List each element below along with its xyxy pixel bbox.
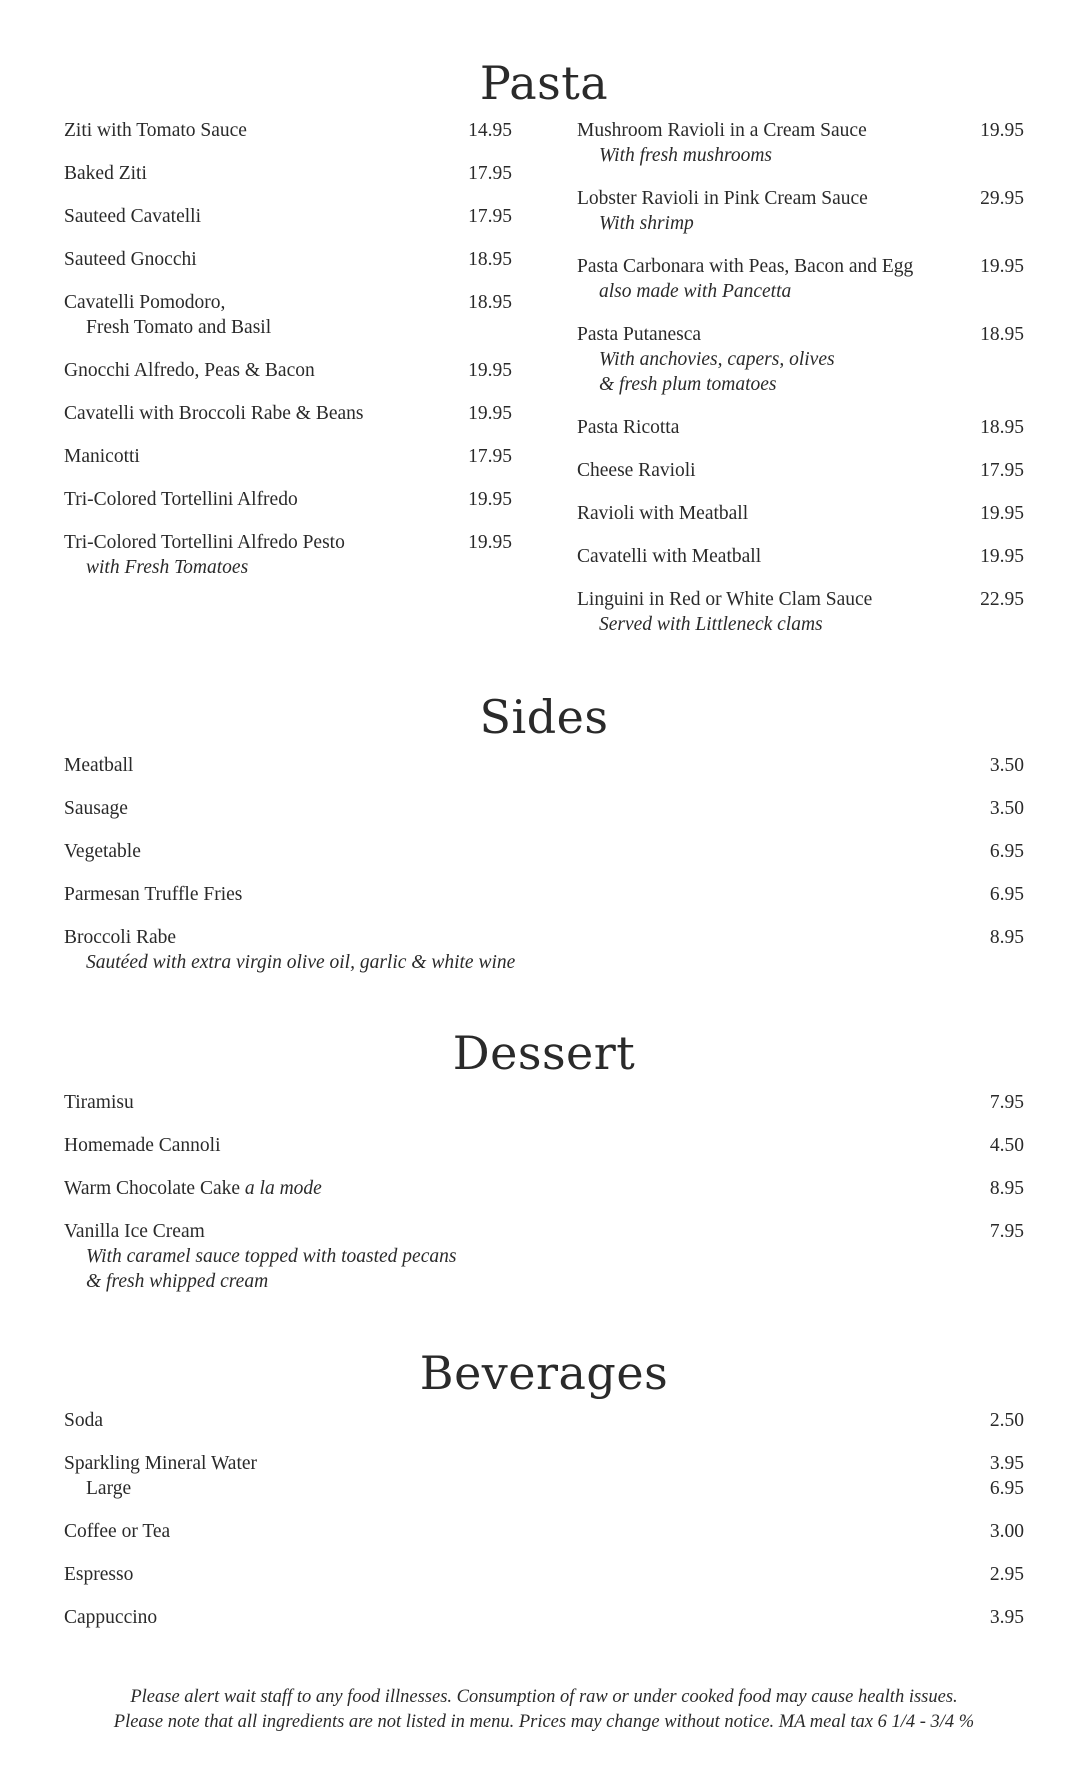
menu-item: [64, 1133, 1024, 1158]
menu-item: [64, 401, 512, 426]
item-price: 6.95: [989, 841, 1024, 862]
menu-item: [577, 415, 1024, 440]
item-price: 6.95: [989, 1478, 1024, 1499]
item-description: With anchovies, capers, olives: [599, 349, 835, 370]
item-price: 22.95: [980, 589, 1024, 610]
item-price: 3.00: [989, 1521, 1024, 1542]
item-name: Vegetable: [64, 841, 141, 862]
item-name: Meatball: [64, 755, 134, 776]
item-price: 3.95: [989, 1607, 1024, 1628]
menu-item: [64, 753, 1024, 778]
item-price: 2.95: [989, 1564, 1024, 1585]
menu-item: [577, 501, 1024, 526]
dessert-heading: Dessert: [452, 1026, 636, 1080]
beverages-heading: Beverages: [419, 1346, 669, 1400]
item-price: 19.95: [980, 503, 1024, 524]
beverages-list: [64, 1408, 1024, 1648]
footer-line: Please note that all ingredients are not listed in menu. Prices may change without notice. MA meal tax 6 1/4 - 3/4 %: [113, 1712, 975, 1732]
menu-item: [64, 1562, 1024, 1587]
item-name: Manicotti: [64, 446, 140, 467]
item-price: 7.95: [989, 1221, 1024, 1242]
item-price: 19.95: [468, 489, 512, 510]
menu-item: [64, 1519, 1024, 1544]
item-description: & fresh plum tomatoes: [599, 374, 777, 395]
menu-item: [64, 1605, 1024, 1630]
menu-item: [64, 358, 512, 383]
item-name: Soda: [64, 1410, 103, 1431]
menu-item: [577, 118, 1024, 168]
menu-item: [64, 1176, 1024, 1201]
item-name: Broccoli Rabe: [64, 927, 177, 948]
item-name: Pasta Carbonara with Peas, Bacon and Egg: [577, 256, 914, 277]
item-price: 3.50: [989, 755, 1024, 776]
item-price: 19.95: [468, 532, 512, 553]
pasta-left-column: [64, 118, 512, 598]
menu-item: [64, 1090, 1024, 1115]
item-price: 17.95: [468, 163, 512, 184]
footer-notice: [0, 1685, 1088, 1735]
menu-item: [577, 458, 1024, 483]
menu-item: [64, 530, 512, 580]
item-name: Cavatelli with Broccoli Rabe & Beans: [64, 403, 364, 424]
item-price: 6.95: [989, 884, 1024, 905]
item-price: 18.95: [980, 417, 1024, 438]
menu-item: [64, 796, 1024, 821]
menu-item: [64, 118, 512, 143]
item-name: Pasta Ricotta: [577, 417, 680, 438]
item-name: Sauteed Cavatelli: [64, 206, 201, 227]
item-name: Vanilla Ice Cream: [64, 1221, 205, 1242]
sides-list: [64, 753, 1024, 993]
item-price: 3.95: [989, 1453, 1024, 1474]
menu-item: [64, 204, 512, 229]
pasta-right-column: [577, 118, 1024, 655]
item-name: Cavatelli with Meatball: [577, 546, 762, 567]
menu-item: [64, 1451, 1024, 1501]
item-name: Pasta Putanesca: [577, 324, 702, 345]
item-name: Linguini in Red or White Clam Sauce: [577, 589, 873, 610]
item-name: [64, 1176, 322, 1201]
item-price: 17.95: [980, 460, 1024, 481]
item-description: With fresh mushrooms: [599, 145, 772, 166]
item-price: 18.95: [980, 324, 1024, 345]
item-name: Sauteed Gnocchi: [64, 249, 197, 270]
item-description: With shrimp: [599, 213, 694, 234]
item-price: 19.95: [468, 403, 512, 424]
item-price: 19.95: [980, 546, 1024, 567]
item-name: Sausage: [64, 798, 128, 819]
item-price: 19.95: [980, 120, 1024, 141]
item-price: 17.95: [468, 206, 512, 227]
item-name: Ravioli with Meatball: [577, 503, 749, 524]
item-name: Mushroom Ravioli in a Cream Sauce: [577, 120, 867, 141]
menu-item: [577, 587, 1024, 637]
menu-item: [64, 161, 512, 186]
menu-item: [64, 290, 512, 340]
item-description: Fresh Tomato and Basil: [86, 317, 272, 338]
menu-item: [577, 544, 1024, 569]
item-name: Coffee or Tea: [64, 1521, 171, 1542]
item-price: 18.95: [468, 292, 512, 313]
item-price: 18.95: [468, 249, 512, 270]
item-name: Tiramisu: [64, 1092, 134, 1113]
menu-item: [64, 247, 512, 272]
menu-item: [64, 1408, 1024, 1433]
item-description: With caramel sauce topped with toasted pecans: [86, 1246, 457, 1267]
item-name: Cavatelli Pomodoro,: [64, 292, 226, 313]
item-size: Large: [86, 1478, 132, 1499]
item-description: also made with Pancetta: [599, 281, 792, 302]
item-name: Homemade Cannoli: [64, 1135, 221, 1156]
menu-item: [64, 487, 512, 512]
item-name: Cappuccino: [64, 1607, 158, 1628]
item-name: Baked Ziti: [64, 163, 147, 184]
item-price: 7.95: [989, 1092, 1024, 1113]
item-price: 4.50: [989, 1135, 1024, 1156]
menu-item: [64, 444, 512, 469]
item-name: Tri-Colored Tortellini Alfredo Pesto: [64, 532, 345, 553]
item-description: with Fresh Tomatoes: [86, 557, 249, 578]
dessert-list: [64, 1090, 1024, 1312]
item-price: 19.95: [468, 360, 512, 381]
item-price: 8.95: [989, 1178, 1024, 1199]
item-price: 2.50: [989, 1410, 1024, 1431]
item-name: Ziti with Tomato Sauce: [64, 120, 247, 141]
item-price: 8.95: [989, 927, 1024, 948]
menu-item: [577, 322, 1024, 397]
item-name-note: a la mode: [244, 1178, 322, 1199]
item-name-main: Warm Chocolate Cake: [64, 1178, 241, 1199]
item-price: 14.95: [468, 120, 512, 141]
item-name: Sparkling Mineral Water: [64, 1453, 258, 1474]
item-price: 19.95: [980, 256, 1024, 277]
footer-line: Please alert wait staff to any food illnesses. Consumption of raw or under cooked food may cause health issues.: [130, 1687, 958, 1707]
item-name: Cheese Ravioli: [577, 460, 696, 481]
item-name: Tri-Colored Tortellini Alfredo: [64, 489, 298, 510]
menu-item: [64, 1219, 1024, 1294]
item-name: Lobster Ravioli in Pink Cream Sauce: [577, 188, 868, 209]
pasta-heading: Pasta: [479, 56, 609, 110]
item-name: Gnocchi Alfredo, Peas & Bacon: [64, 360, 315, 381]
item-description: Sautéed with extra virgin olive oil, garlic & white wine: [86, 952, 516, 973]
menu-item: [64, 839, 1024, 864]
item-price: 3.50: [989, 798, 1024, 819]
menu-item: [577, 254, 1024, 304]
item-name: Parmesan Truffle Fries: [64, 884, 243, 905]
item-price: 29.95: [980, 188, 1024, 209]
item-name: Espresso: [64, 1564, 134, 1585]
item-price: 17.95: [468, 446, 512, 467]
menu-item: [64, 882, 1024, 907]
menu-item: [64, 925, 1024, 975]
sides-heading: Sides: [479, 690, 609, 744]
item-description: & fresh whipped cream: [86, 1271, 269, 1292]
item-description: Served with Littleneck clams: [599, 614, 823, 635]
menu-item: [577, 186, 1024, 236]
